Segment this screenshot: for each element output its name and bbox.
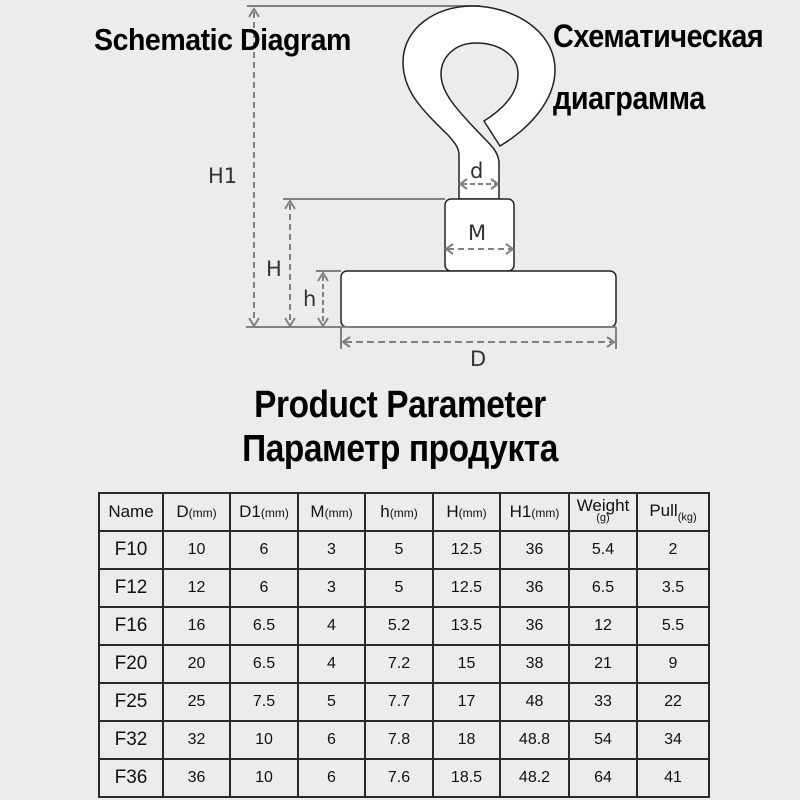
cell-H1: 38 (500, 645, 569, 683)
cell-D1: 6.5 (230, 645, 298, 683)
cell-pull: 22 (637, 683, 709, 721)
h1-label: H1 (208, 164, 238, 188)
cell-h: 7.6 (365, 759, 433, 797)
cell-H1: 36 (500, 531, 569, 569)
table-row (99, 531, 709, 569)
header-weight: Weight (g) (569, 493, 637, 531)
D-label: D (470, 347, 487, 371)
cell-H: 15 (433, 645, 500, 683)
small-h-label: h (303, 287, 317, 311)
table-row (99, 721, 709, 759)
M-label: M (468, 221, 487, 245)
cell-weight: 21 (569, 645, 637, 683)
cell-H: 18.5 (433, 759, 500, 797)
header-H1: H1(mm) (500, 493, 569, 531)
header-pull: Pull$_{(kg)}$ (637, 493, 709, 531)
cell-H1: 36 (500, 569, 569, 607)
header-name: Name (99, 493, 163, 531)
header-h: h(mm) (365, 493, 433, 531)
cell-D1: 6.5 (230, 607, 298, 645)
cell-D: 16 (163, 607, 230, 645)
cell-M: 4 (298, 645, 365, 683)
cell-pull: 2 (637, 531, 709, 569)
cell-D1: 10 (230, 759, 298, 797)
cell-D: 10 (163, 531, 230, 569)
cell-D: 36 (163, 759, 230, 797)
table-row (99, 645, 709, 683)
cell-h: 7.2 (365, 645, 433, 683)
table-row (99, 683, 709, 721)
cell-h: 5.2 (365, 607, 433, 645)
cell-name: F25 (99, 683, 163, 721)
header-M: M(mm) (298, 493, 365, 531)
cell-pull: 34 (637, 721, 709, 759)
table-row (99, 569, 709, 607)
cell-h: 7.7 (365, 683, 433, 721)
magnet-base (341, 271, 616, 327)
cell-D: 32 (163, 721, 230, 759)
cell-D1: 6 (230, 531, 298, 569)
cell-D1: 6 (230, 569, 298, 607)
cell-h: 7.8 (365, 721, 433, 759)
table-row (99, 607, 709, 645)
H-label: H (266, 257, 282, 281)
cell-h: 5 (365, 531, 433, 569)
table-header-row (99, 493, 709, 531)
cell-weight: 64 (569, 759, 637, 797)
table-row (99, 759, 709, 797)
cell-weight: 54 (569, 721, 637, 759)
product-parameter-title-ru: Параметр продукта (242, 428, 558, 470)
cell-weight: 33 (569, 683, 637, 721)
cell-M: 3 (298, 569, 365, 607)
cell-H: 17 (433, 683, 500, 721)
cell-weight: 6.5 (569, 569, 637, 607)
cell-pull: 3.5 (637, 569, 709, 607)
product-parameter-table (98, 492, 710, 798)
cell-H1: 36 (500, 607, 569, 645)
schematic-title-en: Schematic Diagram (94, 22, 351, 57)
cell-M: 6 (298, 759, 365, 797)
d-label: d (470, 159, 484, 183)
cell-M: 6 (298, 721, 365, 759)
cell-h: 5 (365, 569, 433, 607)
cell-H1: 48 (500, 683, 569, 721)
schematic-title-ru-line1: Схематическая (553, 18, 764, 54)
cell-name: F12 (99, 569, 163, 607)
cell-H: 12.5 (433, 531, 500, 569)
cell-name: F20 (99, 645, 163, 683)
product-parameter-title-en: Product Parameter (254, 384, 546, 426)
header-H: H(mm) (433, 493, 500, 531)
cell-pull: 5.5 (637, 607, 709, 645)
cell-D1: 10 (230, 721, 298, 759)
cell-name: F10 (99, 531, 163, 569)
cell-M: 4 (298, 607, 365, 645)
cell-M: 5 (298, 683, 365, 721)
cell-pull: 41 (637, 759, 709, 797)
cell-name: F32 (99, 721, 163, 759)
cell-D1: 7.5 (230, 683, 298, 721)
cell-weight: 5.4 (569, 531, 637, 569)
header-D1: D1(mm) (230, 493, 298, 531)
cell-M: 3 (298, 531, 365, 569)
cell-H1: 48.8 (500, 721, 569, 759)
cell-name: F16 (99, 607, 163, 645)
cell-H: 13.5 (433, 607, 500, 645)
cell-D: 20 (163, 645, 230, 683)
cell-D: 25 (163, 683, 230, 721)
cell-H1: 48.2 (500, 759, 569, 797)
cell-H: 18 (433, 721, 500, 759)
schematic-title-ru-line2: диаграмма (553, 80, 705, 116)
cell-pull: 9 (637, 645, 709, 683)
cell-name: F36 (99, 759, 163, 797)
header-D: D(mm) (163, 493, 230, 531)
cell-H: 12.5 (433, 569, 500, 607)
cell-D: 12 (163, 569, 230, 607)
cell-weight: 12 (569, 607, 637, 645)
